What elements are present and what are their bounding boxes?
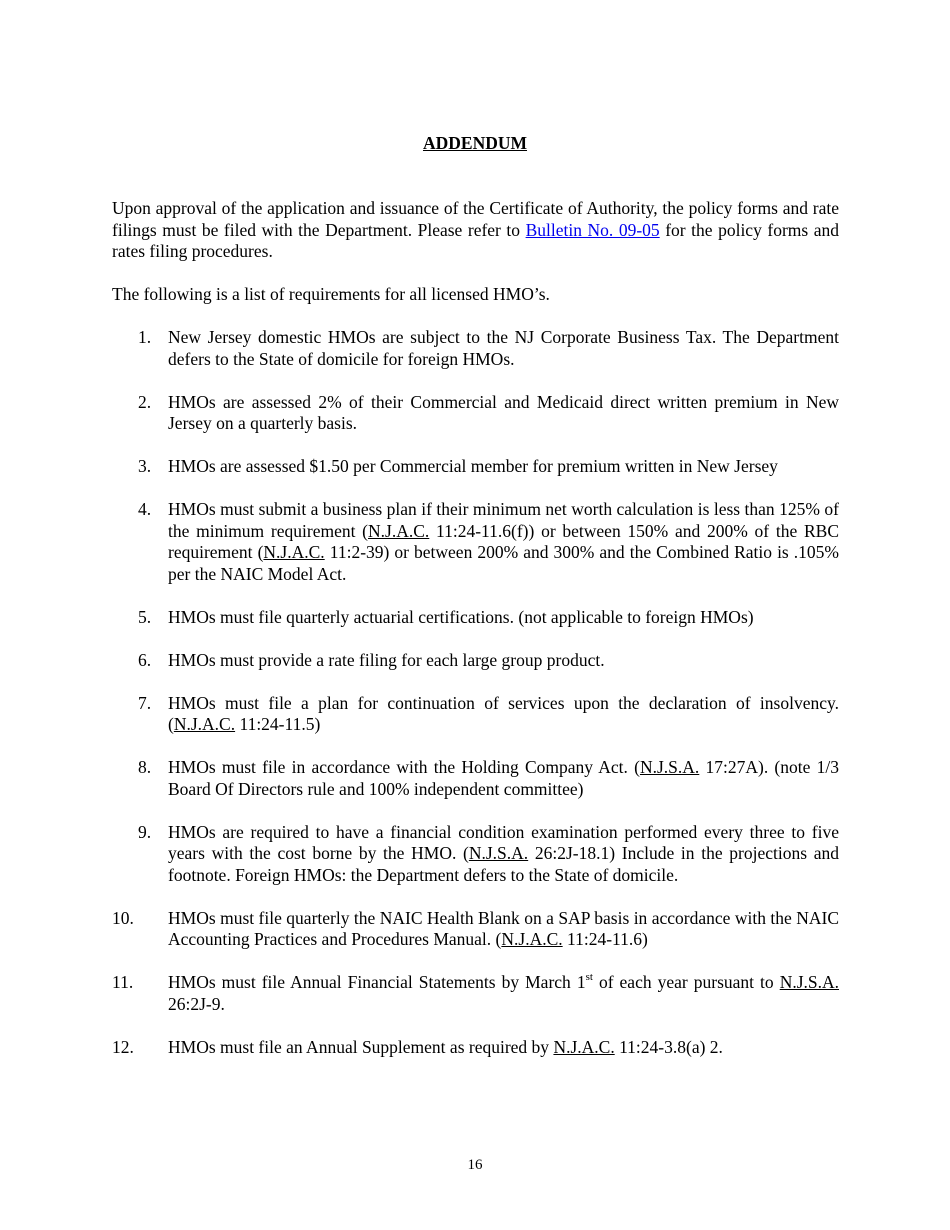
item-text: HMOs must submit a business plan if their minimum net worth calculation is less than 125% of the minimum requirement (	[168, 499, 839, 541]
item-number: 4.	[138, 499, 152, 519]
item-text: New Jersey domestic HMOs are subject to the NJ Corporate Business Tax. The Department defers to the State of domicile for foreign HMOs.	[168, 327, 839, 369]
list-item	[112, 908, 839, 951]
item-text: 26:2J-18.1) Include in the projections and footnote. Foreign HMOs: the Department defers to the State of domicile.	[168, 843, 839, 885]
list-item	[112, 650, 839, 672]
item-text: HMOs must file a plan for continuation of services upon the declaration of insolvency. (	[168, 692, 839, 734]
requirements-list	[112, 327, 839, 1080]
item-number: 12.	[112, 1036, 134, 1057]
list-item	[112, 693, 839, 736]
intro-paragraph	[112, 198, 839, 263]
citation: N.J.A.C.	[173, 714, 236, 734]
superscript: st	[585, 971, 593, 984]
citation: N.J.S.A.	[779, 972, 840, 992]
item-number: 5.	[138, 606, 152, 627]
item-number: 6.	[138, 649, 152, 670]
item-text: 11:24-11.6(f)) or between 150% and 200% of the RBC requirement (	[168, 520, 839, 562]
item-text: HMOs are assessed $1.50 per Commercial member for premium written in New Jersey	[168, 456, 778, 476]
item-number: 11.	[112, 972, 134, 992]
bulletin-link[interactable]: Bulletin No. 09-05	[525, 219, 660, 240]
list-item	[112, 822, 839, 887]
list-item	[112, 392, 839, 435]
list-lead: The following is a list of requirements for all licensed HMO’s.	[112, 284, 550, 304]
item-text: 11:2-39) or between 200% and 300% and the Combined Ratio is .105% per the NAIC Model Act.	[168, 542, 839, 584]
item-number: 2.	[138, 391, 152, 412]
item-text: 26:2J-9.	[168, 993, 225, 1014]
item-number: 1.	[138, 327, 152, 347]
item-text: HMOs are required to have a financial condition examination performed every three to five years with the cost borne by the HMO. (	[168, 821, 839, 863]
item-number: 10.	[112, 907, 134, 928]
list-item	[112, 1037, 839, 1059]
item-number: 7.	[138, 692, 152, 713]
page-title: ADDENDUM	[422, 133, 528, 153]
item-number: 8.	[138, 757, 152, 777]
list-item	[112, 757, 839, 800]
item-text: 11:24-3.8(a) 2.	[614, 1036, 723, 1057]
item-text: 17:27A). (note 1/3 Board Of Directors rule and 100% independent committee)	[168, 757, 839, 799]
list-item	[112, 607, 839, 629]
list-item	[112, 327, 839, 370]
list-item	[112, 972, 839, 1015]
citation: N.J.A.C.	[368, 520, 430, 541]
item-text: HMOs must file quarterly the NAIC Health Blank on a SAP basis in accordance with the NAIC Accounting Practices and Procedures Manual. (	[168, 907, 839, 949]
citation: N.J.A.C.	[553, 1036, 615, 1057]
item-text: HMOs must file in accordance with the Holding Company Act. (	[168, 757, 640, 777]
item-text: HMOs must file quarterly actuarial certifications. (not applicable to foreign HMOs)	[168, 606, 754, 627]
item-number: 3.	[138, 456, 152, 476]
item-text: HMOs must provide a rate filing for each large group product.	[168, 649, 605, 670]
item-text: of each year pursuant to	[592, 972, 780, 992]
citation: N.J.S.A.	[468, 843, 529, 863]
list-item	[112, 499, 839, 585]
item-text: HMOs must file Annual Financial Statements by March 1	[168, 972, 586, 992]
list-item	[112, 456, 839, 478]
citation: N.J.A.C.	[501, 929, 563, 949]
item-text: 11:24-11.5)	[235, 714, 321, 734]
citation: N.J.S.A.	[639, 757, 700, 777]
item-number: 9.	[138, 821, 152, 842]
page-number: 16	[467, 1157, 483, 1173]
item-text: HMOs must file an Annual Supplement as required by	[168, 1036, 554, 1057]
item-text: 11:24-11.6)	[562, 929, 648, 949]
citation: N.J.A.C.	[263, 542, 325, 562]
intro-text: Upon approval of the application and issuance of the Certificate of Authority, the policy forms and rate filings must be filed with the Department. Please refer to	[112, 198, 839, 240]
intro-text-end: for the policy forms and rates filing procedures.	[112, 219, 840, 261]
item-text: HMOs are assessed 2% of their Commercial and Medicaid direct written premium in New Jersey on a quarterly basis.	[168, 391, 839, 433]
